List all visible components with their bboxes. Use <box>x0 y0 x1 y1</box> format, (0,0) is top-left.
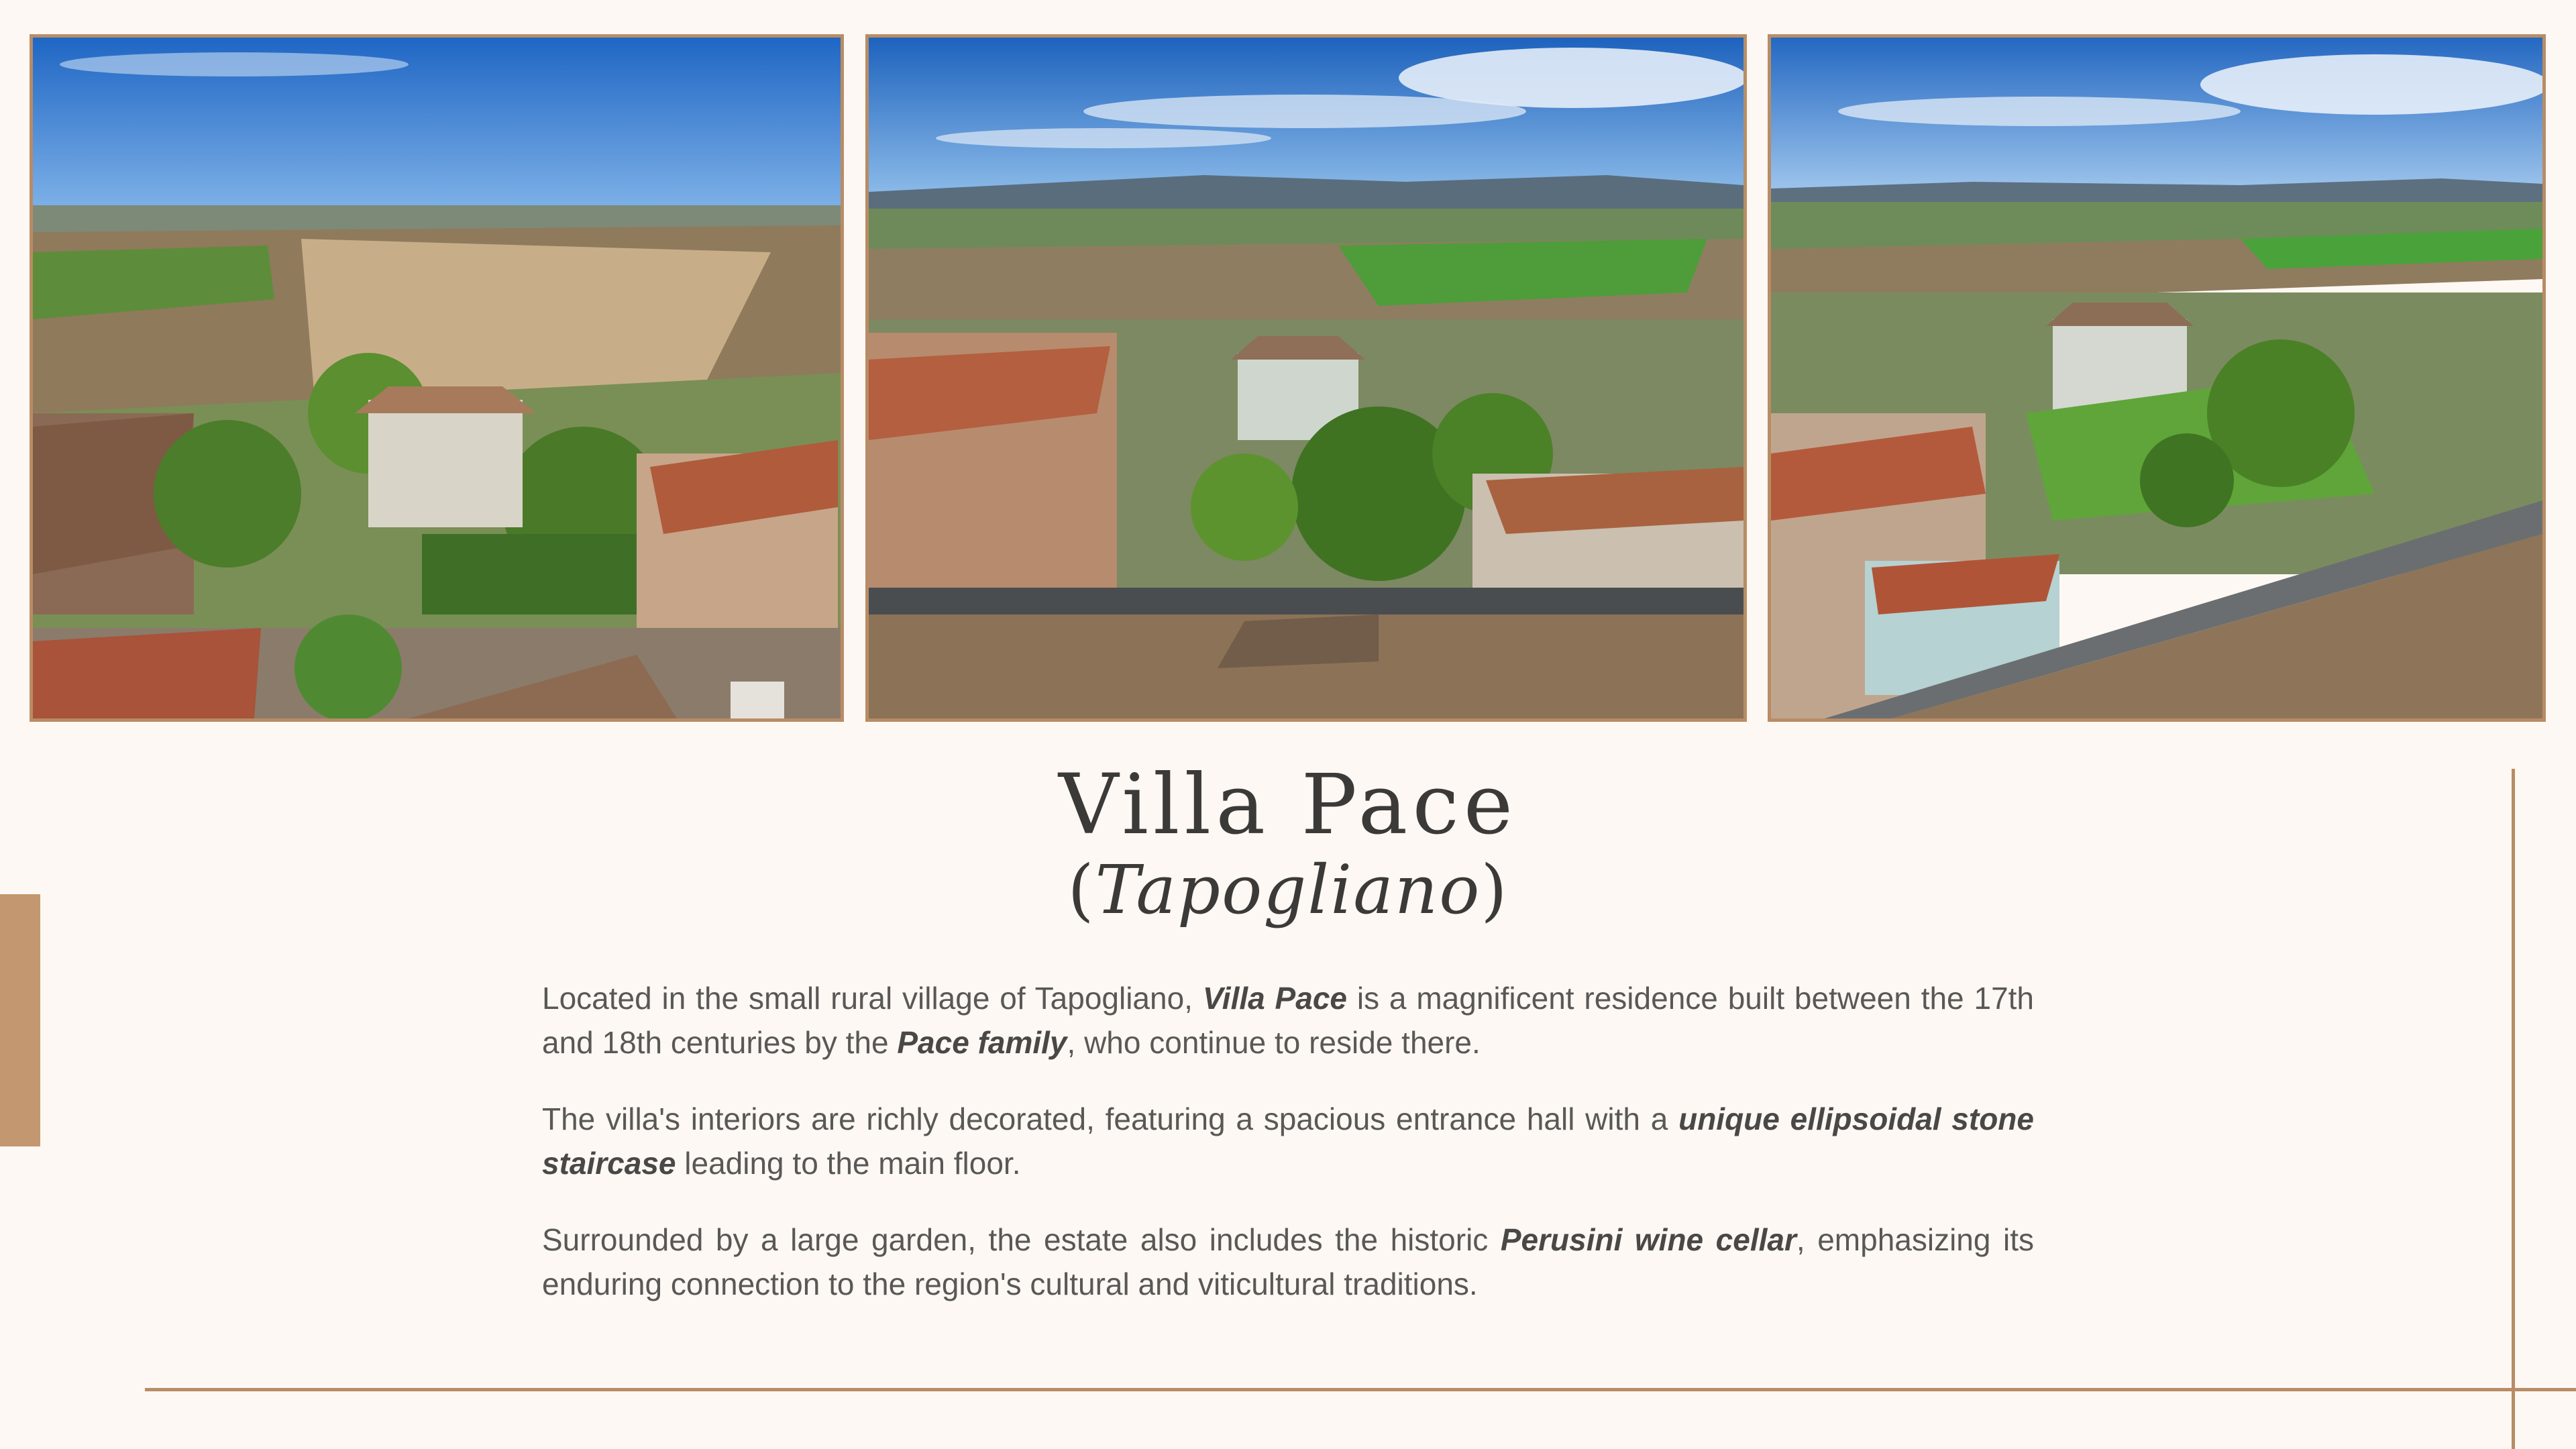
paragraph-2-text-b: leading to the main floor. <box>676 1146 1021 1181</box>
aerial-photo-village-road <box>1768 34 2546 722</box>
paragraph-3-text-a: Surrounded by a large garden, the estate also includes the historic <box>542 1222 1501 1257</box>
paragraph-3 <box>542 1218 2034 1306</box>
aerial-photo-3-image <box>1771 38 2542 718</box>
paragraph-1-text-c: , who continue to reside there. <box>1067 1025 1481 1060</box>
aerial-photo-1-image <box>33 38 841 718</box>
paragraph-1-text-a: Located in the small rural village of Tapogliano, <box>542 981 1203 1016</box>
paragraph-2 <box>542 1097 2034 1185</box>
paragraph-1 <box>542 976 2034 1065</box>
paragraph-1-emphasis-b: Pace family <box>897 1025 1067 1060</box>
paragraph-2-text-a: The villa's interiors are richly decorated, featuring a spacious entrance hall with a <box>542 1102 1679 1136</box>
subtitle-open-paren: ( <box>1067 851 1095 929</box>
aerial-photo-villa-garden <box>30 34 844 722</box>
aerial-photo-village-field <box>865 34 1747 722</box>
paragraph-2-emphasis-a: unique ellipsoidal stone staircase <box>542 1102 2034 1181</box>
page-title: Villa Pace <box>1058 757 1518 853</box>
paragraph-1-emphasis-a: Villa Pace <box>1202 981 1347 1016</box>
paragraph-1-text-b: is a magnificent residence built between the 17th and 18th centuries by the <box>542 981 2035 1060</box>
paragraph-3-text-b: , emphasizing its enduring connection to the region's cultural and viticultural traditions. <box>542 1222 2034 1301</box>
paragraph-3-emphasis-a: Perusini wine cellar <box>1500 1222 1796 1257</box>
aerial-photo-2-image <box>869 38 1743 718</box>
horizontal-divider <box>145 1388 2576 1391</box>
subtitle-place: Tapogliano <box>1095 851 1481 929</box>
description-text <box>542 976 2034 1338</box>
page-subtitle <box>0 847 2576 934</box>
subtitle-close-paren: ) <box>1481 851 1509 929</box>
